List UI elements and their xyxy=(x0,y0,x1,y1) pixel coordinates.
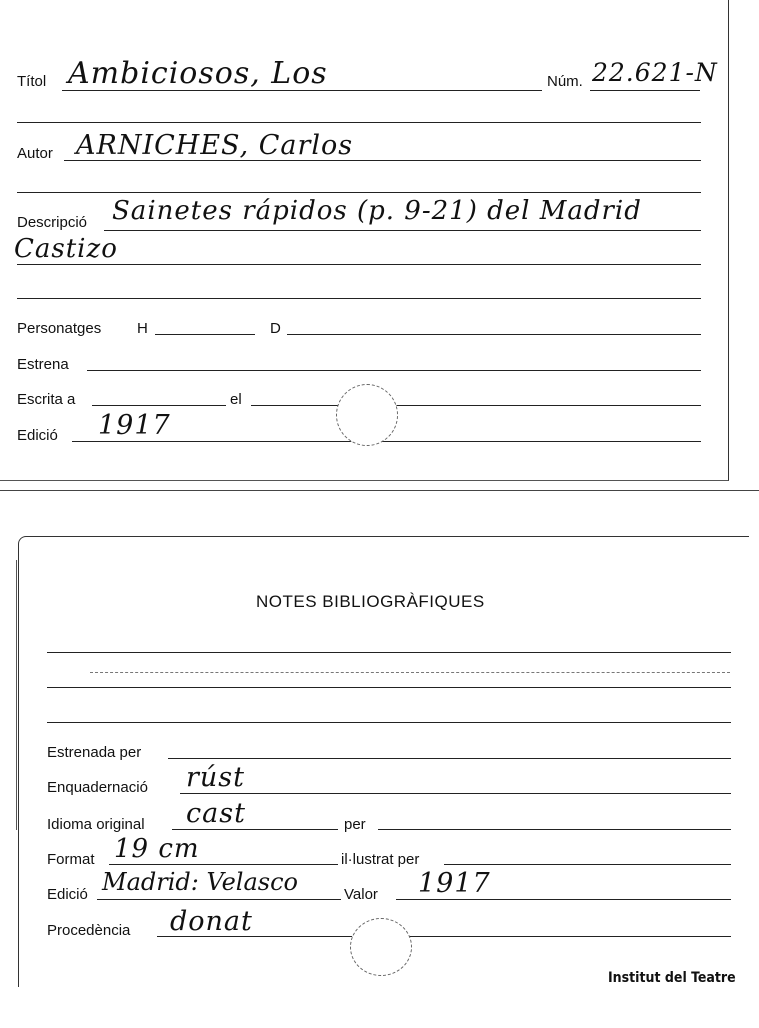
notes-title: NOTES BIBLIOGRÀFIQUES xyxy=(256,592,485,611)
num-label: Núm. xyxy=(547,73,583,90)
estrena-label: Estrena xyxy=(17,356,69,373)
card-separator xyxy=(0,490,759,491)
institution-footer: Institut del Teatre xyxy=(608,970,736,986)
autor-label: Autor xyxy=(17,145,53,162)
notes-line xyxy=(47,722,731,723)
edicio2-line xyxy=(97,899,341,900)
idioma-original-label: Idioma original xyxy=(47,816,145,833)
enquadernacio-line xyxy=(180,793,731,794)
notes-line xyxy=(47,652,731,653)
idioma-original-value: cast xyxy=(186,798,246,829)
il-lustrat-per-label: il·lustrat per xyxy=(341,851,420,868)
per-label: per xyxy=(344,816,366,833)
escrita-a-label: Escrita a xyxy=(17,391,76,408)
procedencia-value: donat xyxy=(170,906,253,937)
enquadernacio-label: Enquadernació xyxy=(47,779,148,796)
punch-hole xyxy=(350,918,412,976)
format-label: Format xyxy=(47,851,95,868)
card-edge xyxy=(16,560,17,830)
num-value: 22.621-N xyxy=(592,58,718,87)
valor-line xyxy=(396,899,731,900)
autor-value: ARNICHES, Carlos xyxy=(76,130,354,161)
il-lustrat-per-line xyxy=(444,864,731,865)
descripcio-line-2 xyxy=(17,264,701,265)
titol-value: Ambiciosos, Los xyxy=(68,56,328,91)
descripcio-line xyxy=(104,230,701,231)
personatges-d-line xyxy=(287,334,701,335)
format-value: 19 cm xyxy=(114,834,200,864)
personatges-label: Personatges xyxy=(17,320,102,337)
enquadernacio-value: rúst xyxy=(186,762,246,793)
edicio-value: 1917 xyxy=(98,410,171,441)
format-line xyxy=(109,864,338,865)
descripcio-label: Descripció xyxy=(17,214,88,231)
blank-line xyxy=(17,298,701,299)
procedencia-label: Procedència xyxy=(47,922,131,939)
edicio2-value: Madrid: Velasco xyxy=(102,868,298,896)
el-label: el xyxy=(230,391,242,408)
estrenada-per-line xyxy=(168,758,731,759)
notes-dashed-line xyxy=(90,672,730,673)
descripcio-value-1: Sainetes rápidos (p. 9-21) del Madrid xyxy=(112,196,642,226)
edicio-label: Edició xyxy=(17,427,58,444)
el-line xyxy=(251,405,701,406)
blank-line xyxy=(17,192,701,193)
personatges-d-label: D xyxy=(270,320,281,337)
personatges-h-line xyxy=(155,334,255,335)
descripcio-value-2: Castizo xyxy=(14,234,118,264)
notes-line xyxy=(47,687,731,688)
edicio-line xyxy=(72,441,701,442)
personatges-h-label: H xyxy=(137,320,148,337)
estrenada-per-label: Estrenada per xyxy=(47,744,142,761)
idioma-original-line xyxy=(172,829,338,830)
punch-hole xyxy=(336,384,398,446)
valor-label: Valor xyxy=(344,886,378,903)
blank-line xyxy=(17,122,701,123)
edicio2-label: Edició xyxy=(47,886,88,903)
per-line xyxy=(378,829,731,830)
estrena-line xyxy=(87,370,701,371)
titol-label: Títol xyxy=(17,73,47,90)
valor-value: 1917 xyxy=(418,868,491,899)
escrita-a-line xyxy=(92,405,226,406)
num-line xyxy=(590,90,700,91)
